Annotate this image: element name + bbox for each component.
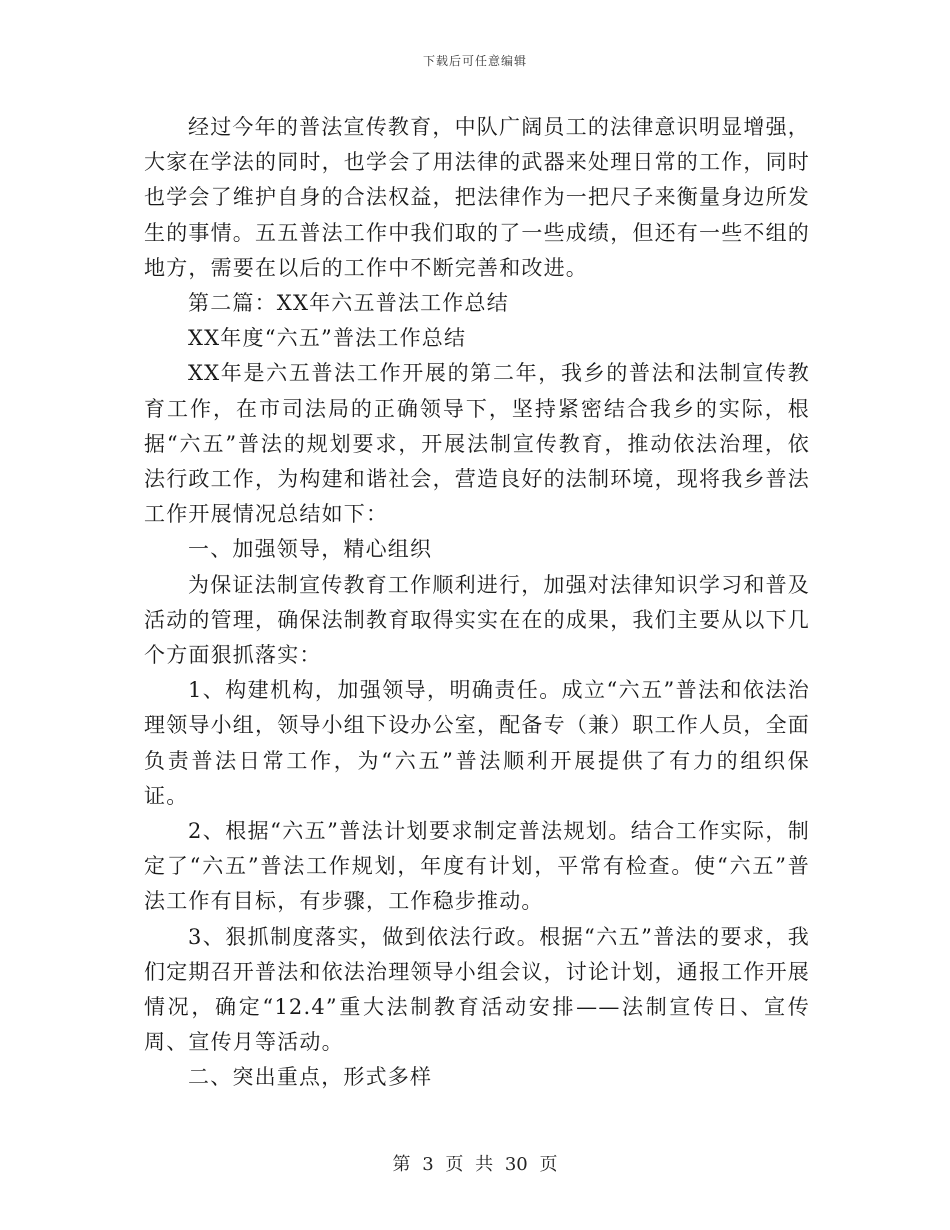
document-body — [144, 110, 810, 1096]
paragraph-leadership-overview: 为保证法制宣传教育工作顺利进行，加强对法律知识学习和普及活动的管理，确保法制教育取得实实在在的成果，我们主要从以下几个方面狠抓落实： — [144, 572, 810, 668]
list-item-2-planning: 2、根据“六五”普法计划要求制定普法规划。结合工作实际，制定了“六五”普法工作规划，年度有计划，平常有检查。使“六五”普法工作有目标，有步骤，工作稳步推动。 — [144, 819, 810, 914]
heading-highlight-key-points: 二、突出重点，形式多样 — [188, 1065, 433, 1090]
page-number-footer: 第 3 页 共 30 页 — [392, 1154, 558, 1175]
page-header-note: 下载后可任意编辑 — [422, 54, 527, 68]
list-item-3-system: 3、狠抓制度落实，做到依法行政。根据“六五”普法的要求，我们定期召开普法和依法治理领导小组会议，讨论计划，通报工作开展情况，确定“12.4”重大法制教育活动安排——法制宣传日、宣传周、宣传月等活动。 — [144, 924, 810, 1055]
document-title: XX年度“六五”普法工作总结 — [188, 326, 467, 351]
section-heading-part-two: 第二篇：XX年六五普法工作总结 — [188, 291, 509, 316]
paragraph-summary-conclusion: 经过今年的普法宣传教育，中队广阔员工的法律意识明显增强，大家在学法的同时，也学会了用法律的武器来处理日常的工作，同时也学会了维护自身的合法权益，把法律作为一把尺子来衡量身边所发生的事情。五五普法工作中我们取的了一些成绩，但还有一些不组的地方，需要在以后的工作中不断完善和改进。 — [144, 115, 810, 280]
heading-strengthen-leadership: 一、加强领导，精心组织 — [188, 537, 433, 562]
paragraph-introduction: XX年是六五普法工作开展的第二年，我乡的普法和法制宣传教育工作，在市司法局的正确领导下，坚持紧密结合我乡的实际，根据“六五”普法的规划要求，开展法制宣传教育，推动依法治理，依法行政工作，为构建和谐社会，营造良好的法制环境，现将我乡普法工作开展情况总结如下： — [144, 361, 810, 527]
list-item-1-organization: 1、构建机构，加强领导，明确责任。成立“六五”普法和依法治理领导小组，领导小组下设办公室，配备专（兼）职工作人员，全面负责普法日常工作，为“六五”普法顺利开展提供了有力的组织保证。 — [144, 678, 810, 808]
